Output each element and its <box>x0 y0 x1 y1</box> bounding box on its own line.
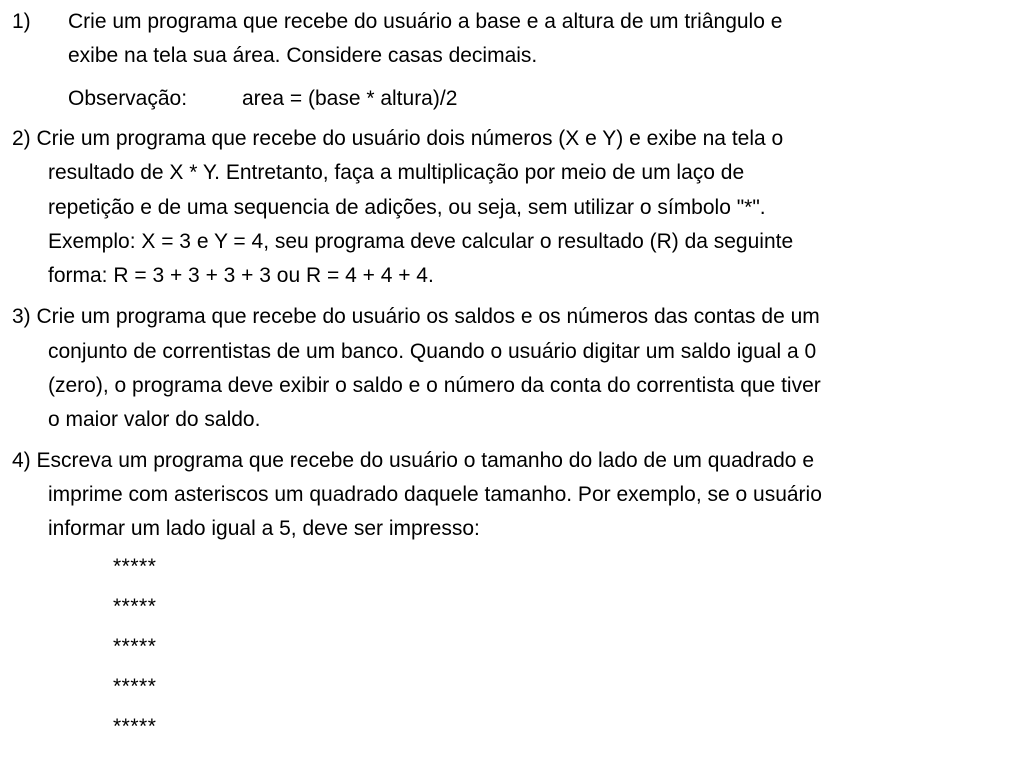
asterisk-row: ***** <box>113 715 157 738</box>
question-2-line-3: repetição e de uma sequencia de adições, ou seja, sem utilizar o símbolo "*". <box>48 196 766 219</box>
question-2-line-4: Exemplo: X = 3 e Y = 4, seu programa deve calcular o resultado (R) da seguinte <box>48 230 794 253</box>
asterisk-row: ***** <box>113 595 157 618</box>
question-3-line-2: conjunto de correntistas de um banco. Quando o usuário digitar um saldo igual a 0 <box>48 340 817 363</box>
question-3-line-1: 3) Crie um programa que recebe do usuário os saldos e os números das contas de um <box>12 305 820 328</box>
asterisk-row: ***** <box>113 635 157 658</box>
question-1-formula: area = (base * altura)/2 <box>242 87 458 110</box>
question-2-line-5: forma: R = 3 + 3 + 3 + 3 ou R = 4 + 4 + 4. <box>48 264 434 287</box>
question-4-line-2: imprime com asteriscos um quadrado daquele tamanho. Por exemplo, se o usuário <box>48 483 822 506</box>
question-4-line-1: 4) Escreva um programa que recebe do usuário o tamanho do lado de um quadrado e <box>12 449 814 472</box>
question-1-observation-label: Observação: <box>68 87 188 110</box>
asterisk-row: ***** <box>113 675 157 698</box>
question-1-number: 1) <box>12 10 31 33</box>
asterisk-row: ***** <box>113 555 157 578</box>
question-3-line-3: (zero), o programa deve exibir o saldo e o número da conta do correntista que tiver <box>48 374 821 397</box>
question-2-line-2: resultado de X * Y. Entretanto, faça a multiplicação por meio de um laço de <box>48 161 745 184</box>
question-1-line-2: exibe na tela sua área. Considere casas decimais. <box>68 44 538 67</box>
question-3-line-4: o maior valor do saldo. <box>48 408 261 431</box>
question-1-line-1: Crie um programa que recebe do usuário a base e a altura de um triângulo e <box>68 10 783 33</box>
question-4-line-3: informar um lado igual a 5, deve ser impresso: <box>48 517 480 540</box>
question-2-line-1: 2) Crie um programa que recebe do usuário dois números (X e Y) e exibe na tela o <box>12 127 784 150</box>
